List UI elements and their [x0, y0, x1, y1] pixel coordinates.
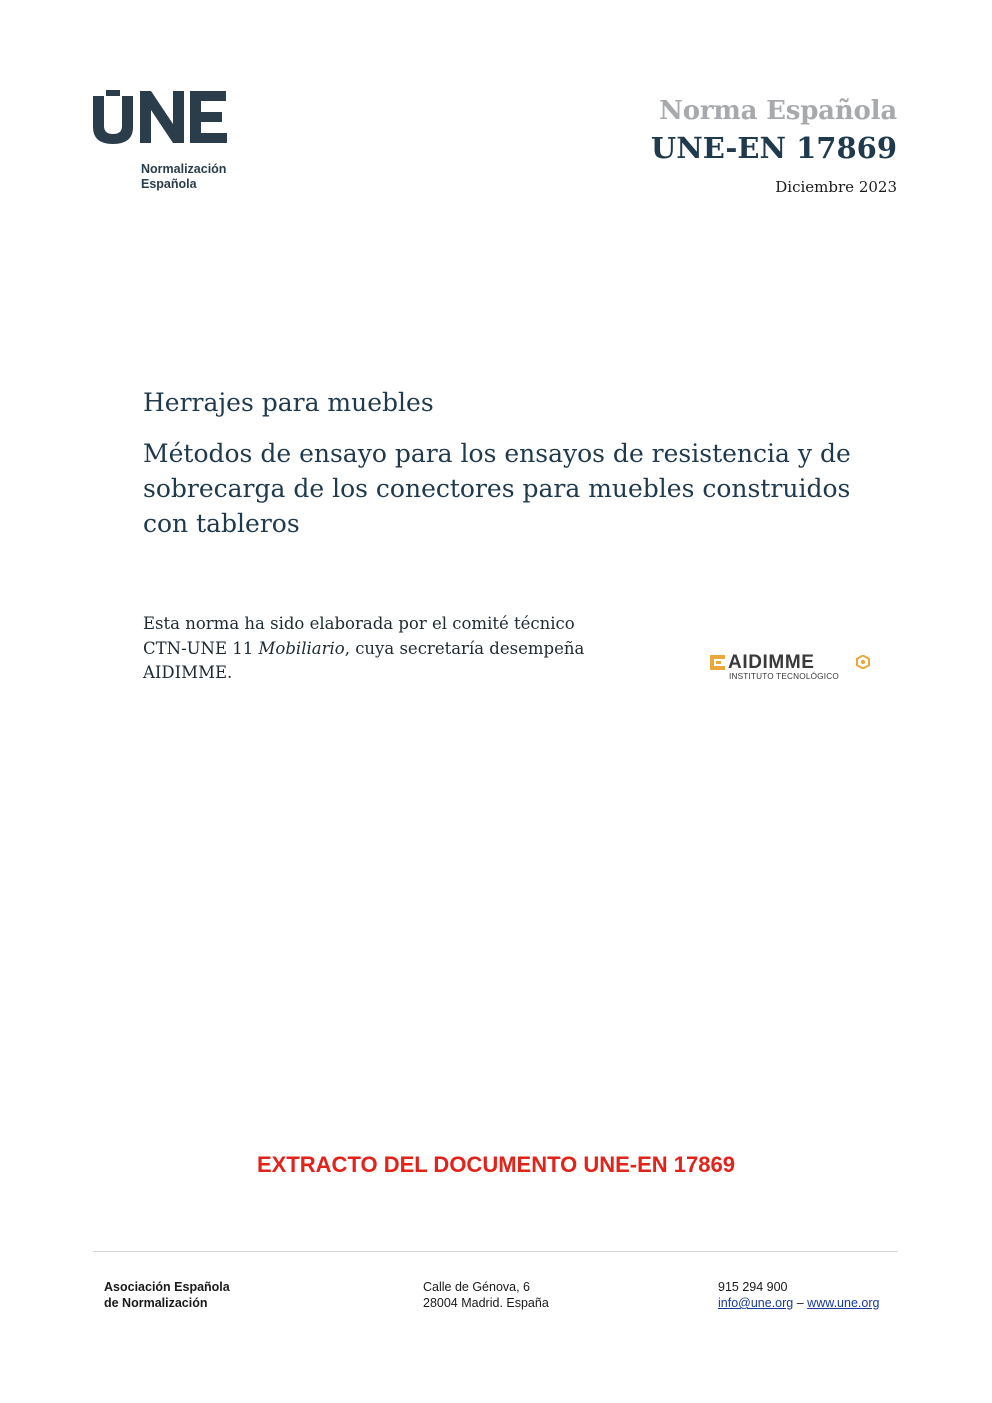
document-title: Herrajes para muebles — [143, 388, 434, 417]
logo-org-line1: Normalización — [141, 162, 227, 176]
une-logo — [93, 90, 243, 195]
document-subtitle: Métodos de ensayo para los ensayos de resistencia y de sobrecarga de los conectores para muebles construidos con tableros — [143, 439, 851, 538]
norma-code: UNE-EN 17869 — [650, 131, 897, 165]
footer-address-line2: 28004 Madrid. España — [423, 1296, 549, 1310]
committee-statement — [143, 612, 613, 686]
footer-phone: 915 294 900 — [718, 1280, 788, 1294]
footer-address — [423, 1279, 549, 1311]
footer-organization — [104, 1279, 230, 1311]
email-link[interactable]: info@une.org — [718, 1296, 794, 1310]
committee-prefix: Esta norma ha sido elaborada por el comité técnico CTN-UNE 11 — [143, 614, 575, 658]
aidimme-tagline: INSTITUTO TECNOLÓGICO — [729, 672, 839, 681]
footer-links — [718, 1295, 879, 1311]
website-link[interactable]: www.une.org — [807, 1296, 880, 1310]
footer-contact — [718, 1279, 879, 1311]
footer-link-separator: – — [796, 1296, 804, 1310]
logo-org-line2: Española — [141, 177, 197, 191]
committee-suffix: , cuya secretaría desempeña AIDIMME. — [143, 638, 585, 682]
aidimme-bracket-icon — [710, 655, 725, 670]
footer-org-line2: de Normalización — [104, 1296, 208, 1310]
extract-notice: EXTRACTO DEL DOCUMENTO UNE-EN 17869 — [257, 1152, 735, 1177]
committee-name: Mobiliario — [258, 638, 345, 658]
aidimme-logo — [708, 652, 878, 686]
norma-label: Norma Española — [659, 96, 897, 126]
aidimme-ring-icon — [856, 655, 870, 669]
footer-divider — [93, 1251, 898, 1252]
aidimme-name: AIDIMME — [728, 652, 815, 673]
footer-address-line1: Calle de Génova, 6 — [423, 1280, 531, 1294]
norma-date: Diciembre 2023 — [775, 178, 897, 196]
footer-org-line1: Asociación Española — [104, 1280, 230, 1294]
une-wordmark-logo — [93, 90, 229, 144]
